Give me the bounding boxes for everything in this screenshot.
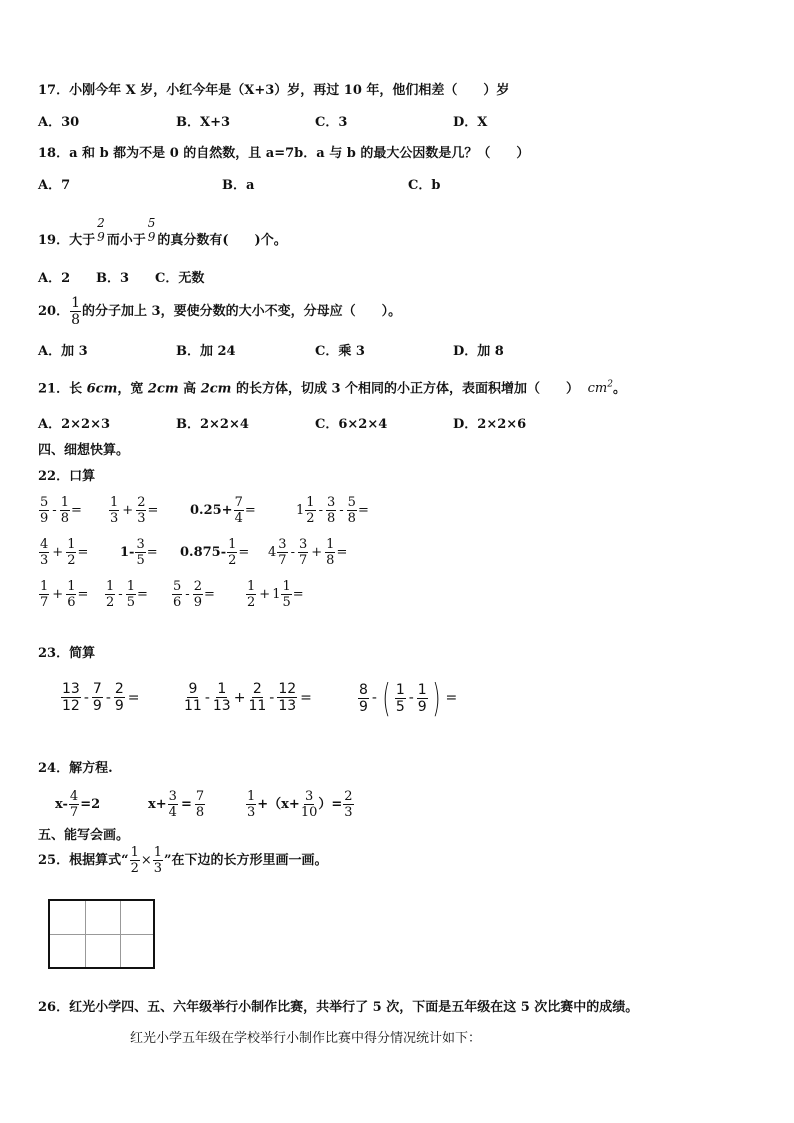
question-number: 24． (38, 761, 70, 776)
operator: - (318, 503, 323, 518)
q19-text-post: 的真分数有( )个。 (157, 233, 287, 248)
mental-math-expression (268, 538, 347, 567)
question-number: 23． (38, 646, 70, 661)
expression-lead: 1- (120, 545, 135, 560)
question-stem: a 和 b 都为不是 0 的自然数，且 a=7b．a 与 b 的最大公因数是几？（ ） (69, 146, 530, 161)
equals-sign: = (136, 587, 148, 602)
operator: - (52, 503, 57, 518)
question-number: 22． (38, 469, 70, 484)
question-19 (38, 212, 287, 247)
question-number: 25． (38, 853, 70, 868)
q17-option-a: A．30 (38, 115, 80, 130)
fraction: $\frac{1}{2}$ (130, 845, 139, 876)
fraction: $\frac{1}{2}$ (306, 495, 315, 526)
mental-math-expression (245, 580, 304, 609)
mental-math-expression (296, 496, 369, 525)
mental-math-expression (120, 538, 158, 567)
fraction: $\frac{1}{3}$ (247, 789, 256, 820)
question-title: 简算 (69, 646, 96, 661)
q19-text-mid: 而小于 (106, 233, 146, 248)
fraction: $\frac{3}{7}$ (278, 537, 287, 568)
equation (245, 790, 355, 819)
question-24 (38, 762, 113, 775)
fraction: $\frac{12}{13}$ (278, 681, 297, 714)
q18-option-b: B．a (222, 178, 255, 193)
q21-width: 2cm (147, 381, 179, 397)
fraction: $\frac{1}{6}$ (67, 579, 76, 610)
left-parenthesis: ( (382, 676, 391, 720)
q21-option-c: C．6×2×4 (315, 417, 388, 432)
mental-math-expression (171, 580, 215, 609)
equation (148, 790, 206, 819)
fraction: 5 9 (147, 215, 156, 244)
fraction: $\frac{7}{9}$ (92, 681, 102, 714)
question-title: 解方程. (69, 761, 113, 776)
operator: + (259, 587, 271, 602)
section-heading-5: 五、能写会画。 (38, 828, 130, 843)
operator: - (118, 587, 123, 602)
fraction: $\frac{3}{10}$ (300, 789, 318, 820)
fraction: $\frac{7}{4}$ (234, 495, 243, 526)
operator: + (122, 503, 134, 518)
equals-sign: = (445, 690, 458, 706)
question-number: 20． (38, 304, 70, 319)
equals-sign: = (238, 545, 250, 560)
fraction: $\frac{1}{5}$ (282, 579, 291, 610)
question-number: 19． (38, 233, 70, 248)
fraction: $\frac{1}{2}$ (247, 579, 256, 610)
operator: - (371, 690, 377, 706)
equals-sign: = (300, 689, 312, 706)
equals-sign: = (203, 587, 215, 602)
mental-math-expression (38, 496, 82, 525)
fraction: $\frac{2}{9}$ (193, 579, 202, 610)
equals-sign: = (292, 587, 304, 602)
equals-sign: = (336, 545, 348, 560)
operator: + (52, 545, 64, 560)
fraction: $\frac{8}{9}$ (359, 681, 368, 715)
question-17 (38, 84, 509, 97)
question-stem: 小刚今年 X 岁，小红今年是（X+3）岁，再过 10 年，他们相差（ ）岁 (69, 83, 510, 98)
mental-math-expression (104, 580, 148, 609)
q17-option-b: B．X+3 (176, 115, 231, 130)
mental-math-expression (180, 538, 249, 567)
whole-number: 1 (296, 503, 305, 518)
simplify-expression (60, 682, 142, 713)
fraction: $\frac{1}{2}$ (67, 537, 76, 568)
grid-line (50, 934, 153, 935)
expression-lead: 0.875- (180, 545, 227, 560)
fraction: $\frac{5}{6}$ (173, 579, 182, 610)
q21-option-d: D．2×2×6 (453, 417, 527, 432)
fraction: $\frac{2}{11}$ (248, 681, 267, 714)
fraction: $\frac{4}{3}$ (40, 537, 49, 568)
q19-option-c: C．无数 (155, 271, 205, 286)
drawing-rectangle[interactable] (48, 899, 155, 969)
question-number: 26． (38, 1000, 70, 1015)
times-sign: × (140, 853, 152, 868)
expression-lead: 0.25+ (190, 503, 233, 518)
fraction: $\frac{1}{7}$ (40, 579, 49, 610)
equals-sign: = (127, 689, 140, 706)
operator: + (311, 545, 323, 560)
fraction: $\frac{1}{13}$ (212, 681, 231, 714)
question-number: 21． (38, 381, 70, 397)
fraction: $\frac{1}{3}$ (110, 495, 119, 526)
operator: - (185, 587, 190, 602)
q21-length: 6cm (86, 381, 118, 397)
fraction: $\frac{3}{4}$ (168, 789, 177, 820)
table-caption: 红光小学五年级在学校举行小制作比赛中得分情况统计如下： (130, 1031, 482, 1046)
q20-option-b: B．加 24 (176, 344, 236, 359)
fraction: $\frac{3}{7}$ (298, 537, 308, 568)
q17-option-c: C．3 (315, 115, 348, 130)
question-22 (38, 470, 95, 483)
simplify-expression (183, 682, 314, 713)
right-parenthesis: ) (432, 676, 441, 720)
fraction: $\frac{7}{8}$ (195, 789, 205, 820)
q21-unit: $cm^2$ (587, 380, 613, 397)
mental-math-expression (38, 538, 88, 567)
q20-option-a: A．加 3 (38, 344, 88, 359)
equation (55, 790, 100, 819)
q21-text-4: 的长方体，切成 3 个相同的小正方体，表面积增加（ ） (235, 381, 580, 397)
fraction: $\frac{2}{3}$ (137, 495, 146, 526)
equals-sign: = (147, 503, 159, 518)
equation-mid: +（x+ (257, 797, 300, 812)
mental-math-expression (108, 496, 158, 525)
q19-text-pre: 大于 (69, 233, 96, 248)
equals-sign: = (77, 545, 89, 560)
operator: - (105, 689, 111, 706)
q21-option-b: B．2×2×4 (176, 417, 249, 432)
question-number: 18． (38, 146, 70, 161)
question-18 (38, 147, 529, 160)
equation-close: ）= (318, 797, 343, 812)
question-number: 17． (38, 83, 70, 98)
fraction: 2 9 (97, 215, 105, 244)
question-26 (38, 1001, 638, 1014)
question-stem: 红光小学四、五、六年级举行小制作比赛，共举行了 5 次，下面是五年级在这 5 次比赛中的成绩。 (69, 1000, 639, 1015)
fraction: $\frac{4}{7}$ (69, 789, 79, 820)
fraction: $\frac{3}{8}$ (326, 495, 336, 526)
equals-sign: = (357, 503, 369, 518)
q18-option-c: C．b (408, 178, 441, 193)
question-25 (38, 846, 328, 875)
operator: - (408, 690, 414, 706)
fraction: $\frac{1}{8}$ (326, 537, 335, 568)
question-20 (38, 296, 401, 327)
fraction: $\frac{2}{9}$ (114, 681, 124, 714)
fraction: $\frac{5}{8}$ (347, 495, 356, 526)
fraction: $\frac{13}{12}$ (62, 681, 80, 714)
whole-number: 1 (272, 587, 281, 602)
fraction: $\frac{1}{2}$ (106, 579, 115, 610)
operator: - (269, 689, 275, 706)
equation-tail: =2 (80, 797, 101, 812)
question-title: 口算 (69, 469, 96, 484)
equals-sign: = (180, 797, 192, 812)
q25-text-post: ”在下边的长方形里画一画。 (164, 853, 328, 868)
whole-number: 4 (268, 545, 277, 560)
q21-option-a: A．2×2×3 (38, 417, 111, 432)
equals-sign: = (146, 545, 158, 560)
mental-math-expression (190, 496, 256, 525)
equation-lead: x+ (148, 797, 167, 812)
fraction: $\frac{1}{8}$ (71, 295, 81, 328)
section-heading-4: 四、细想快算。 (38, 443, 130, 458)
fraction: $\frac{1}{3}$ (153, 845, 163, 876)
q21-text-3: 高 (183, 381, 197, 397)
question-stem: 的分子加上 3，要使分数的大小不变，分母应（ ）。 (82, 304, 402, 319)
fraction: $\frac{3}{5}$ (136, 537, 145, 568)
operator: - (204, 689, 210, 706)
fraction: $\frac{2}{3}$ (344, 789, 353, 820)
q20-option-c: C．乘 3 (315, 344, 365, 359)
fraction: $\frac{1}{8}$ (60, 495, 69, 526)
question-21 (38, 381, 626, 395)
q21-height: 2cm (200, 381, 232, 397)
operator: - (83, 689, 89, 706)
fraction: $\frac{5}{9}$ (40, 495, 49, 526)
q20-option-d: D．加 8 (453, 344, 504, 359)
operator: + (233, 689, 246, 706)
question-23 (38, 647, 95, 660)
simplify-expression (357, 676, 459, 720)
equals-sign: = (244, 503, 256, 518)
fraction: $\frac{1}{5}$ (126, 579, 135, 610)
equals-sign: = (70, 503, 82, 518)
operator: + (52, 587, 64, 602)
q21-text-1: 长 (69, 381, 83, 397)
q21-text-end: 。 (612, 381, 626, 397)
q18-option-a: A．7 (38, 178, 71, 193)
q19-option-a: A．2 (38, 271, 71, 286)
mental-math-expression (38, 580, 88, 609)
equals-sign: = (77, 587, 89, 602)
fraction: $\frac{1}{2}$ (228, 537, 237, 568)
q25-text-pre: 根据算式“ (69, 853, 129, 868)
equation-lead: x- (55, 797, 68, 812)
fraction: $\frac{9}{11}$ (184, 681, 202, 714)
fraction: $\frac{1}{9}$ (417, 681, 427, 715)
q21-text-2: ，宽 (117, 381, 144, 397)
q17-option-d: D．X (453, 115, 488, 130)
operator: - (339, 503, 344, 518)
q19-option-b: B．3 (96, 271, 130, 286)
operator: - (290, 545, 295, 560)
fraction: $\frac{1}{5}$ (395, 681, 405, 715)
